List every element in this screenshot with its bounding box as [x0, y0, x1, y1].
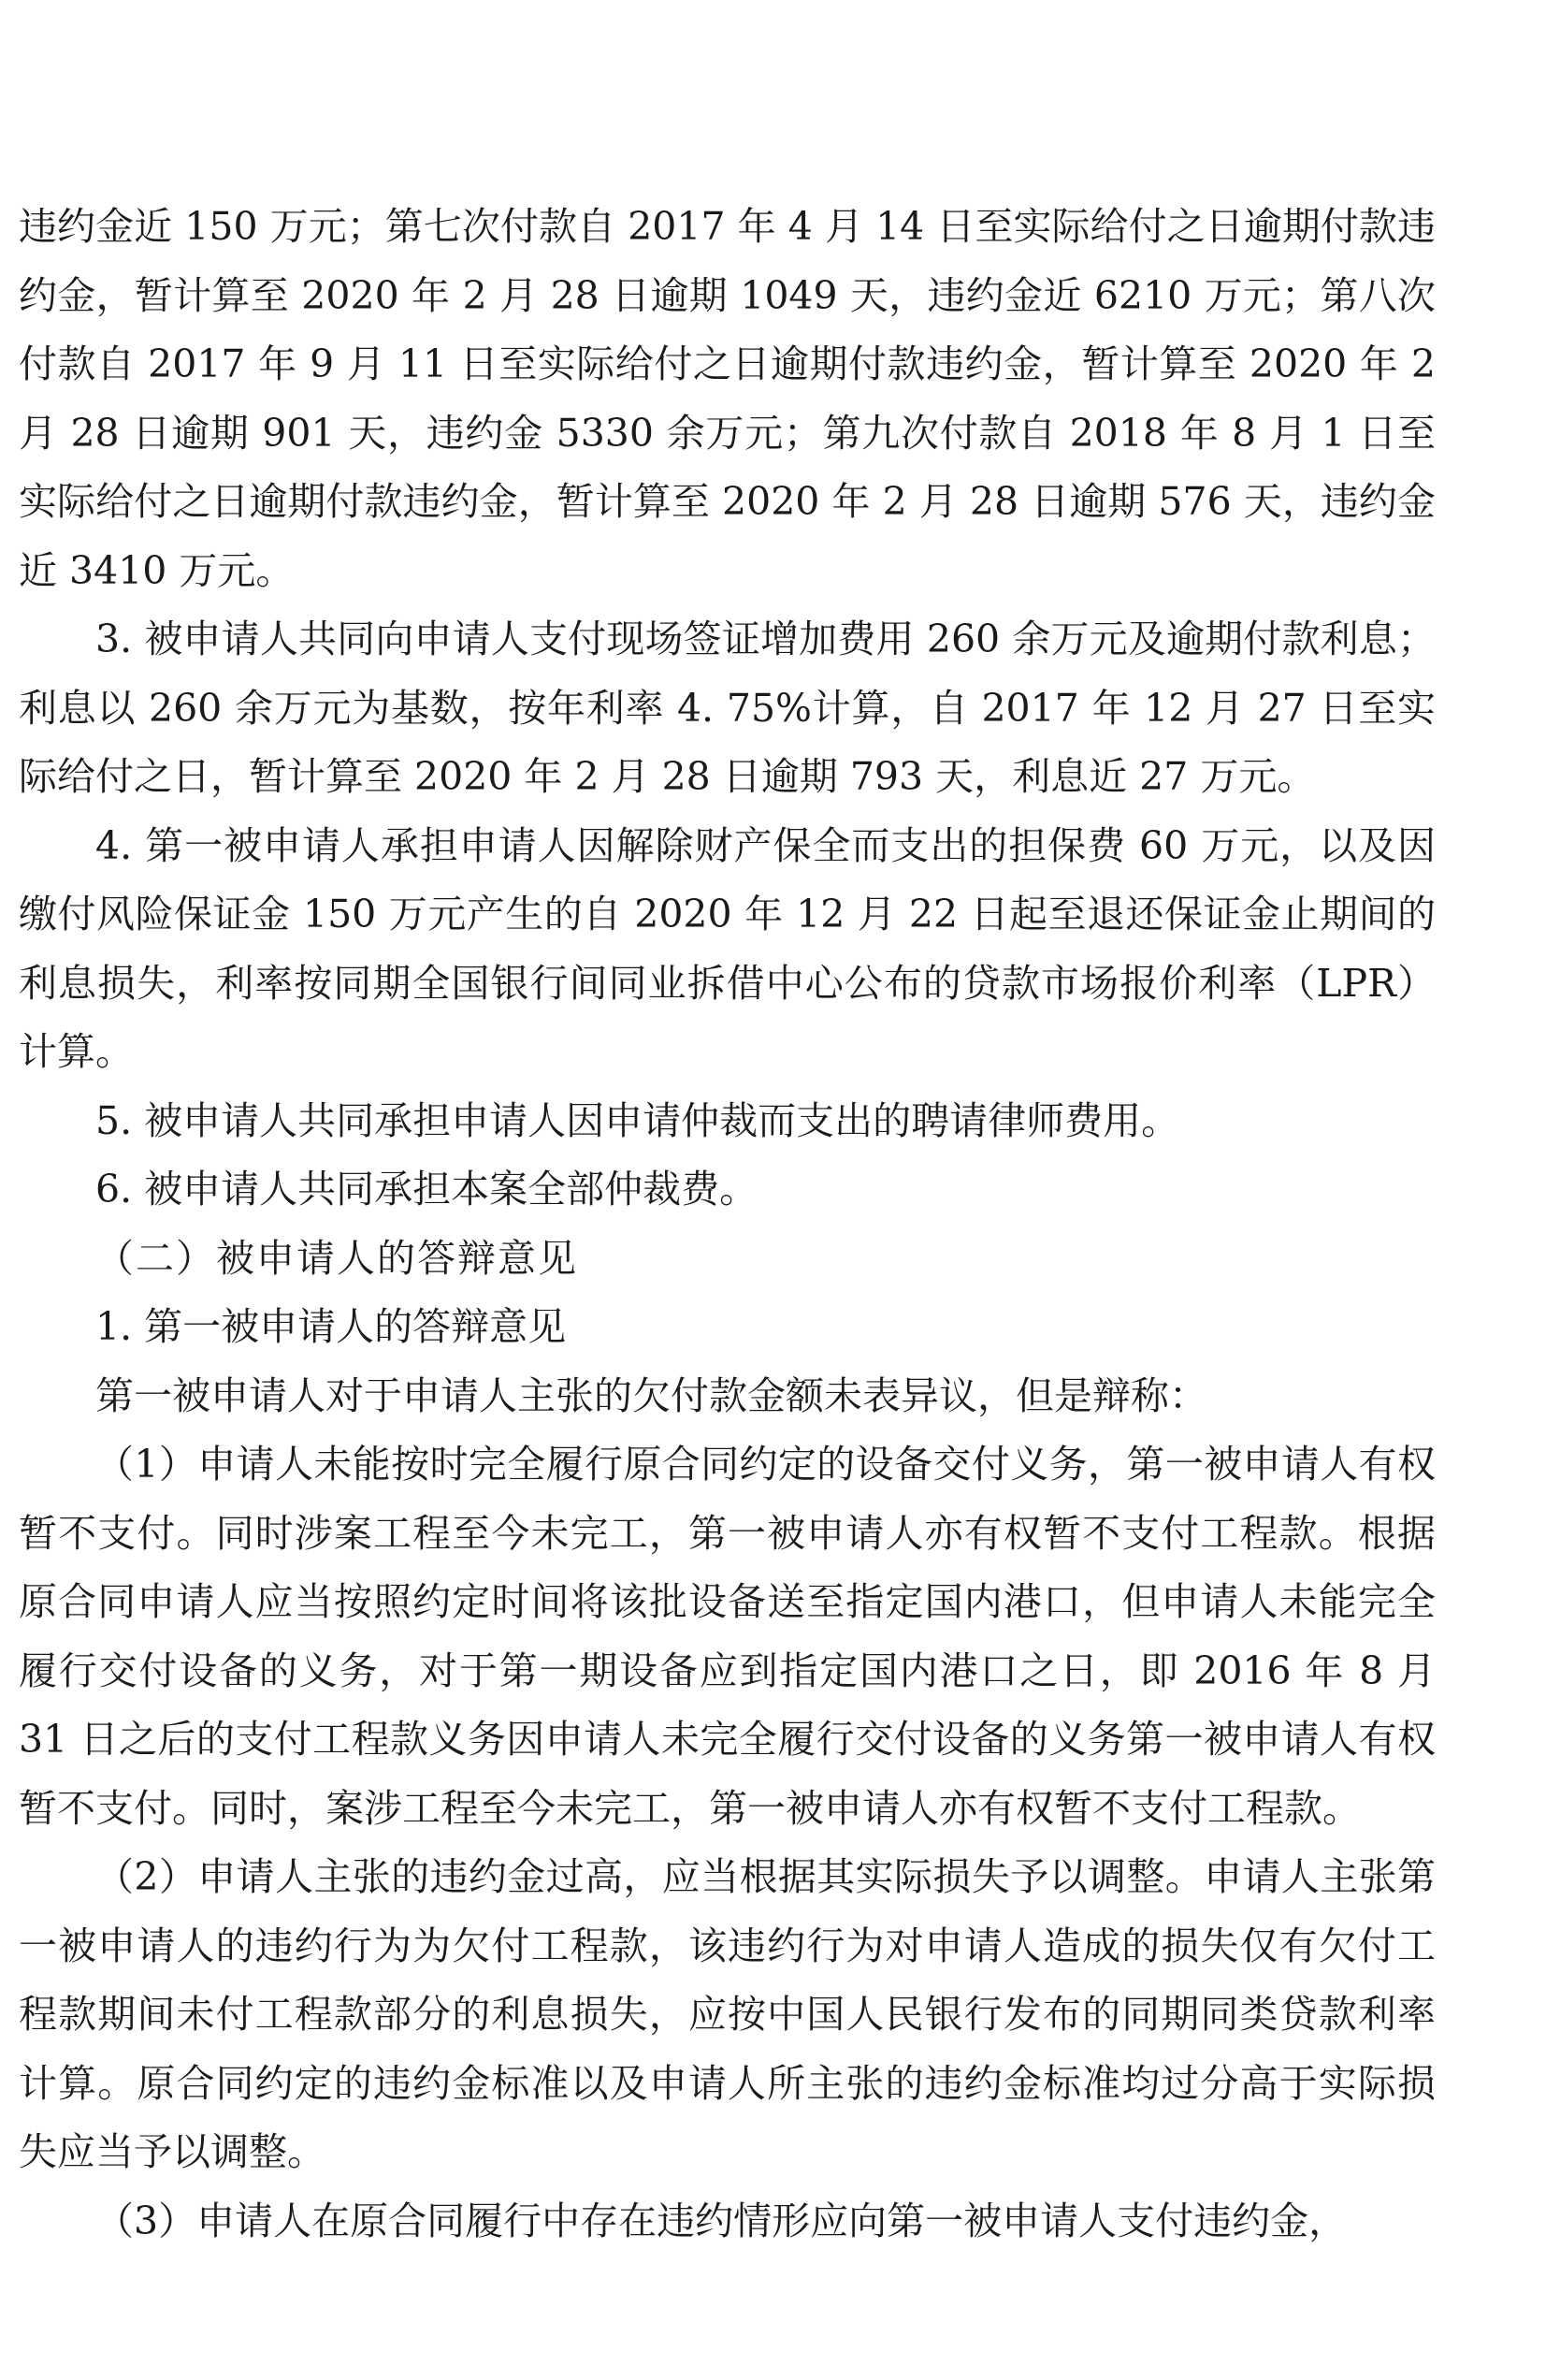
subheading-first-respondent-defense: 1. 第一被申请人的答辩意见	[95, 1304, 567, 1349]
paragraph-defense-3: （3）申请人在原合同履行中存在违约情形应向第一被申请人支付违约金，	[95, 2198, 1348, 2243]
paragraph-claim-3: 3. 被申请人共同向申请人支付现场签证增加费用 260 余万元及逾期付款利息；利息以 260 余万元为基数，按年利率 4. 75%计算，自 2017 年 12 月 27 日至实际给付之日，暂计算至 2020 年 2 月 28 日逾期 793 天，利息近 27 万元。	[19, 617, 1436, 799]
document-body	[19, 193, 1436, 2256]
paragraph-defense-2: （2）申请人主张的违约金过高，应当根据其实际损失予以调整。申请人主张第一被申请人的违约行为为欠付工程款，该违约行为对申请人造成的损失仅有欠付工程款期间未付工程款部分的利息损失，应按中国人民银行发布的同期同类贷款利率计算。原合同约定的违约金标准以及申请人所主张的违约金标准均过分高于实际损失应当予以调整。	[19, 1854, 1436, 2174]
paragraph-claim-6: 6. 被申请人共同承担本案全部仲裁费。	[95, 1167, 758, 1212]
paragraph-defense-1: （1）申请人未能按时完全履行原合同约定的设备交付义务，第一被申请人有权暂不支付。同时涉案工程至今未完工，第一被申请人亦有权暂不支付工程款。根据原合同申请人应当按照约定时间将该批设备送至指定国内港口，但申请人未能完全履行交付设备的义务，对于第一期设备应到指定国内港口之日，即 2016 年 8 月 31 日之后的支付工程款义务因申请人未完全履行交付设备的义务第一被申请人有权暂不支付。同时，案涉工程至今未完工，第一被申请人亦有权暂不支付工程款。	[19, 1442, 1436, 1831]
paragraph-claim-4: 4. 第一被申请人承担申请人因解除财产保全而支出的担保费 60 万元，以及因缴付风险保证金 150 万元产生的自 2020 年 12 月 22 日起至退还保证金止期间的利息损失，利率按同期全国银行间同业拆借中心公布的贷款市场报价利率（LPR）计算。	[19, 822, 1436, 1074]
paragraph-defense-intro: 第一被申请人对于申请人主张的欠付款金额未表异议，但是辩称：	[95, 1372, 1207, 1418]
paragraph-penalty-continuation: 违约金近 150 万元；第七次付款自 2017 年 4 月 14 日至实际给付之日逾期付款违约金，暂计算至 2020 年 2 月 28 日逾期 1049 天，违约金近 6210 万元；第八次付款自 2017 年 9 月 11 日至实际给付之日逾期付款违约金，暂计算至 2020 年 2 月 28 日逾期 901 天，违约金 5330 余万元；第九次付款自 2018 年 8 月 1 日至实际给付之日逾期付款违约金，暂计算至 2020 年 2 月 28 日逾期 576 天，违约金近 3410 万元。	[19, 204, 1436, 593]
paragraph-claim-5: 5. 被申请人共同承担申请人因申请仲裁而支出的聘请律师费用。	[95, 1097, 1180, 1143]
section-heading-respondent-defense: （二）被申请人的答辩意见	[95, 1235, 578, 1281]
